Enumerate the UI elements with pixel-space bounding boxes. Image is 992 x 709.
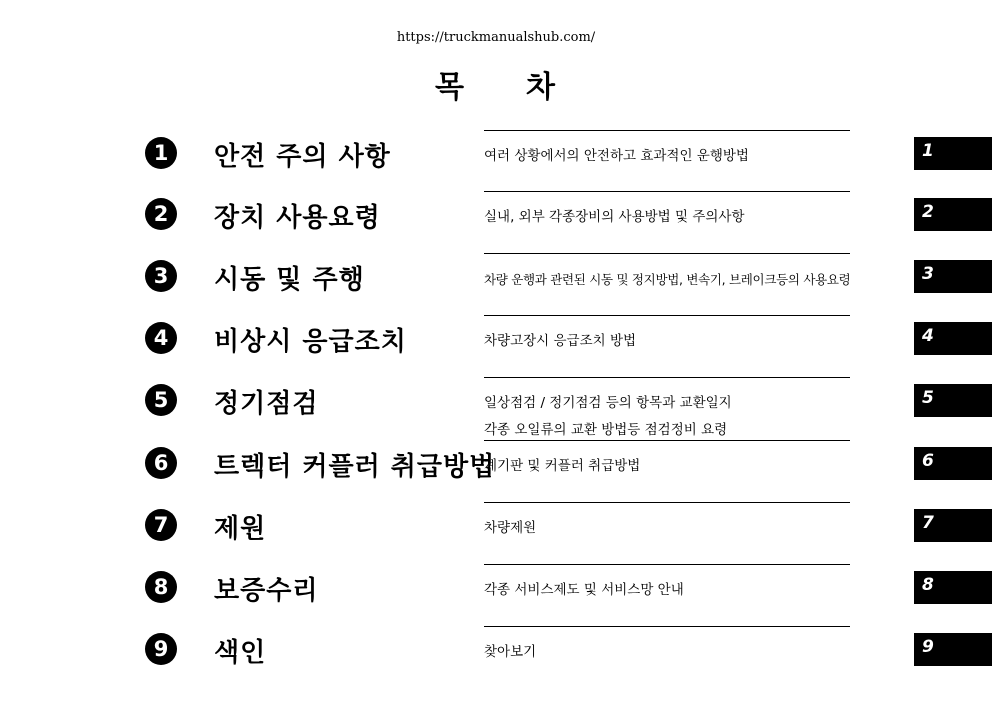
section-description: 차량 운행과 관련된 시동 및 정지방법, 변속기, 브레이크등의 사용요령: [484, 272, 851, 287]
toc-entry-1[interactable]: [0, 137, 992, 187]
section-number-badge: 8: [145, 571, 177, 603]
section-number-badge: 3: [145, 260, 177, 292]
section-description: 계기판 및 커플러 취급방법: [484, 458, 641, 474]
section-heading[interactable]: 트렉터 커플러 취급방법: [214, 452, 496, 482]
divider-line: [484, 564, 850, 565]
divider-line: [484, 502, 850, 503]
chapter-tab-7[interactable]: 7: [914, 509, 992, 542]
chapter-tab-9[interactable]: 9: [914, 633, 992, 666]
section-number-badge: 6: [145, 447, 177, 479]
divider-line: [484, 253, 850, 254]
section-heading[interactable]: 시동 및 주행: [214, 265, 365, 295]
section-description: 차량고장시 응급조치 방법: [484, 333, 637, 349]
toc-entry-9[interactable]: [0, 633, 992, 683]
section-number-badge: 4: [145, 322, 177, 354]
section-number-badge: 9: [145, 633, 177, 665]
toc-entry-8[interactable]: [0, 571, 992, 621]
toc-entry-2[interactable]: [0, 198, 992, 248]
divider-line: [484, 130, 850, 131]
section-heading[interactable]: 색인: [214, 638, 267, 668]
divider-line: [484, 315, 850, 316]
section-description: 각종 서비스제도 및 서비스망 안내: [484, 582, 684, 598]
toc-entry-5[interactable]: [0, 384, 992, 438]
divider-line: [484, 377, 850, 378]
chapter-tab-4[interactable]: 4: [914, 322, 992, 355]
divider-line: [484, 191, 850, 192]
chapter-tab-5[interactable]: 5: [914, 384, 992, 417]
chapter-tab-1[interactable]: 1: [914, 137, 992, 170]
section-description: 찾아보기: [484, 644, 537, 660]
source-url: https://truckmanualshub.com/: [396, 30, 596, 45]
divider-line: [484, 626, 850, 627]
section-heading[interactable]: 보증수리: [214, 576, 319, 606]
section-description: 차량제원: [484, 520, 537, 536]
toc-entry-3[interactable]: [0, 260, 992, 310]
section-heading[interactable]: 정기점검: [214, 389, 319, 419]
section-number-badge: 5: [145, 384, 177, 416]
page-title: [0, 62, 992, 106]
section-heading[interactable]: 장치 사용요령: [214, 203, 381, 233]
section-number-badge: 7: [145, 509, 177, 541]
section-heading[interactable]: 안전 주의 사항: [214, 142, 391, 172]
section-heading[interactable]: 비상시 응급조치: [214, 327, 407, 357]
section-description: 여러 상황에서의 안전하고 효과적인 운행방법: [484, 148, 749, 164]
page-title-left: 목: [435, 70, 466, 105]
page-title-right: 차: [526, 70, 557, 105]
toc-entry-7[interactable]: [0, 509, 992, 559]
section-description: 일상점검 / 정기점검 등의 항목과 교환일지 각종 오일류의 교환 방법등 점검정비 요령: [484, 395, 732, 438]
section-number-badge: 2: [145, 198, 177, 230]
toc-entry-6[interactable]: [0, 447, 992, 497]
toc-entry-4[interactable]: [0, 322, 992, 372]
section-description: 실내, 외부 각종장비의 사용방법 및 주의사항: [484, 209, 745, 225]
section-number-badge: 1: [145, 137, 177, 169]
chapter-tab-2[interactable]: 2: [914, 198, 992, 231]
chapter-tab-3[interactable]: 3: [914, 260, 992, 293]
section-heading[interactable]: 제원: [214, 514, 267, 544]
divider-line: [484, 440, 850, 441]
chapter-tab-8[interactable]: 8: [914, 571, 992, 604]
chapter-tab-6[interactable]: 6: [914, 447, 992, 480]
